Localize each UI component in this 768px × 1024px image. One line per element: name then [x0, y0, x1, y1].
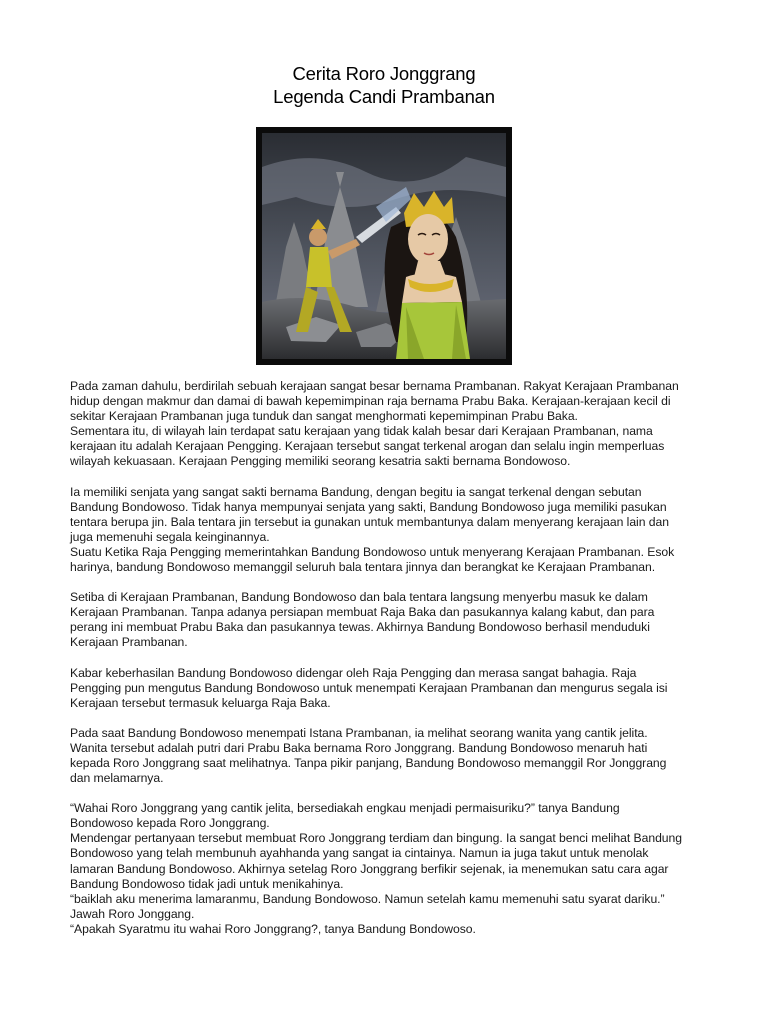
- paragraph-4: [70, 666, 700, 711]
- text-line: “Apakah Syaratmu itu wahai Roro Jonggrang?, tanya Bandung Bondowoso.: [70, 921, 476, 936]
- text-line: Bondowoso yang telah membunuh ayahhanda yang sangat ia cintainya. Namun ia juga takut untuk menolak: [70, 846, 649, 861]
- text-line: Wanita tersebut adalah putri dari Prabu Baka bernama Roro Jonggrang. Bandung Bondowoso menaruh hati: [70, 740, 648, 755]
- text-line: “Wahai Roro Jonggrang yang cantik jelita, bersediakah engkau menjadi permaisuriku?” tanya Bandung: [70, 801, 620, 816]
- text-line: Pada saat Bandung Bondowoso menempati Istana Prambanan, ia melihat seorang wanita yang cantik jelita.: [70, 725, 648, 740]
- text-line: perang ini membuat Prabu Baka dan pasukannya tewas. Akhirnya Bandung Bondowoso berhasil menduduki: [70, 620, 650, 635]
- text-line: Kerajaan tersebut termasuk keluarga Raja Baka.: [70, 695, 331, 710]
- title-line-2: Legenda Candi Prambanan: [273, 86, 495, 107]
- text-line: Jawah Roro Jonggang.: [70, 906, 195, 921]
- text-line: tentara berupa jin. Bala tentara jin tersebut ia gunakan untuk membantunya dalam menyerang kerajaan lain dan: [70, 514, 669, 529]
- text-line: Pengging pun mengutus Bandung Bondowoso untuk menempati Kerajaan Prambanan dan mengurus segala isi: [70, 680, 668, 695]
- text-line: wilayah kekuasaan. Kerajaan Pengging memiliki seorang kesatria sakti bernama Bondowoso.: [70, 454, 571, 469]
- text-line: Kerajaan Prambanan. Tanpa adanya persiapan membuat Raja Baka dan pasukannya kalang kabut, dan para: [70, 605, 655, 620]
- text-line: hidup dengan makmur dan damai di bawah kepemimpinan raja bernama Prabu Baka. Kerajaan-kerajaan kecil di: [70, 394, 671, 409]
- text-line: Bandung Bondowoso tidak jadi untuk menikahinya.: [70, 876, 344, 891]
- document-title: [0, 62, 768, 108]
- text-line: dan melamarnya.: [70, 771, 164, 786]
- text-line: Setiba di Kerajaan Prambanan, Bandung Bondowoso dan bala tentara langsung menyerbu masuk ke dalam: [70, 590, 648, 605]
- text-line: Kabar keberhasilan Bandung Bondowoso didengar oleh Raja Pengging dan merasa sangat bahagia. Raja: [70, 665, 637, 680]
- text-line: sekitar Kerajaan Prambanan juga tunduk dan sangat menghormati kepemimpinan Prabu Baka.: [70, 409, 578, 424]
- story-body: [70, 379, 700, 952]
- text-line: Bondowoso kepada Roro Jonggrang.: [70, 816, 270, 831]
- text-line: Suatu Ketika Raja Pengging memerintahkan Bandung Bondowoso untuk menyerang Kerajaan Prambanan. Esok: [70, 544, 675, 559]
- paragraph-2: [70, 485, 700, 576]
- text-line: Ia memiliki senjata yang sangat sakti bernama Bandung, dengan begitu ia sangat terkenal dengan sebutan: [70, 484, 642, 499]
- text-line: Sementara itu, di wilayah lain terdapat satu kerajaan yang tidak kalah besar dari Kerajaan Prambanan, nama: [70, 424, 653, 439]
- paragraph-6: [70, 801, 700, 937]
- text-line: Mendengar pertanyaan tersebut membuat Roro Jonggrang terdiam dan bingung. Ia sangat benci melihat Bandung: [70, 831, 682, 846]
- title-line-1: Cerita Roro Jonggrang: [292, 63, 476, 84]
- text-line: lamaran Bandung Bondowoso. Akhirnya setelag Roro Jonggrang berfikir sejenak, ia menemukan satu cara agar: [70, 861, 669, 876]
- roro-jonggrang-illustration-icon: [256, 127, 512, 365]
- text-line: Kerajaan Prambanan.: [70, 635, 188, 650]
- paragraph-1: [70, 379, 700, 470]
- paragraph-5: [70, 726, 700, 786]
- text-line: harinya, bandung Bondowoso memanggil seluruh bala tentara jinnya dan berangkat ke Kerajaan Prambanan.: [70, 560, 656, 575]
- text-line: Bandung Bondowoso. Tidak hanya mempunyai senjata yang sakti, Bandung Bondowoso juga memiliki pasukan: [70, 499, 667, 514]
- text-line: juga memenuhi segala keinginannya.: [70, 529, 270, 544]
- text-line: “baiklah aku menerima lamaranmu, Bandung Bondowoso. Namun setelah kamu memenuhi satu syarat dariku.”: [70, 891, 665, 906]
- paragraph-3: [70, 590, 700, 650]
- text-line: kepada Roro Jonggrang saat melihatnya. Tanpa pikir panjang, Bandung Bondowoso memanggil Ror Jonggrang: [70, 755, 667, 770]
- text-line: kerajaan itu adalah Kerajaan Pengging. Kerajaan tersebut sangat terkenal arogan dan selalu ingin memperluas: [70, 439, 665, 454]
- text-line: Pada zaman dahulu, berdirilah sebuah kerajaan sangat besar bernama Prambanan. Rakyat Kerajaan Prambanan: [70, 379, 679, 393]
